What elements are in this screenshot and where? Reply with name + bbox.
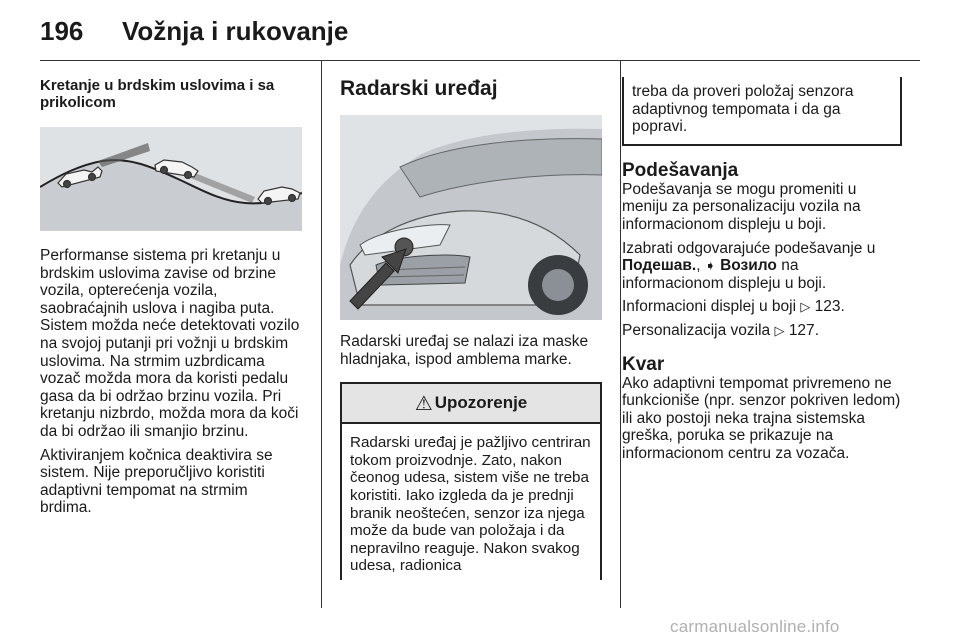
warning-triangle-icon: ⚠ (414, 392, 433, 415)
settings-heading: Podešavanja (622, 159, 739, 181)
paragraph: Aktiviranjem kočnica deaktivira se sistem. Nije preporučljivo koristiti adaptivni tempomat na strmim brdima. (40, 446, 273, 517)
chapter-title: Vožnja i rukovanje (122, 16, 349, 46)
paragraph: Izabrati odgovarajuće podešavanje u Подешав., ➧ Возило na informacionom displeju u boji. (622, 239, 876, 292)
column-left (40, 61, 302, 517)
hill-driving-illustration (40, 127, 302, 231)
column-middle (340, 61, 602, 580)
warning-title: Upozorenje (434, 393, 528, 413)
page-reference-icon: ▷ (774, 322, 785, 338)
section-heading: Radarski uređaj (340, 77, 498, 100)
column-right (622, 61, 902, 463)
paragraph: Performanse sistema pri kretanju u brdskim uslovima zavise od brzine vozila, opterećenja vozila, saobraćajnih uslova i nagiba puta. Sistem možda neće detektovati vozilo na svojoj putanji pri vožnji u brdskim uslovima. Na strmim uzbrdicama vozač možda mora da koristi pedalu gasa da bi održao brzinu vozila. Pri kretanju nizbrdo, možda mora da koči da bi održao ili smanjio brzinu. (40, 247, 300, 440)
section-subheading: Kretanje u brdskim uslovima i sa prikolicom (40, 77, 275, 111)
paragraph: Radarski uređaj se nalazi iza maske hladnjaka, ispod amblema marke. (340, 333, 589, 368)
warning-box (340, 382, 602, 580)
cross-reference: Personalizacija vozila ▷ 127. (622, 321, 819, 339)
section-body (40, 247, 302, 517)
watermark: carmanualsonline.info (670, 617, 840, 636)
menu-path: Подешав. (622, 257, 697, 275)
paragraph: Podešavanja se mogu promeniti u meniju za personalizaciju vozila na informacionom displeju u boji. (622, 180, 861, 233)
paragraph: Ako adaptivni tempomat privremeno ne funkcioniše (npr. senzor pokriven ledom) ili ako postoji neka trajna sistemska greška, poruka se prikazuje na informacionom centru za vozača. (622, 374, 901, 462)
warning-header (342, 384, 600, 424)
warning-text: Radarski uređaj je pažljivo centriran tokom proizvodnje. Zato, nakon čeonog udesa, sistem više ne treba koristiti. Iako izgleda da je prednji branik neoštećen, senzor iza njega može da bude van položaja i da nepravilno reaguje. Nakon svakog udesa, radionica (350, 434, 591, 575)
page-header (40, 0, 920, 61)
cross-reference: Informacioni displej u boji ▷ 123. (622, 298, 845, 316)
fault-heading: Kvar (622, 353, 665, 375)
page-reference-icon: ▷ (800, 299, 811, 315)
page-number: 196 (40, 16, 84, 46)
column-divider (620, 61, 621, 608)
column-divider (321, 61, 322, 608)
menu-path: Возило (720, 257, 777, 275)
warning-box-continued: treba da proveri položaj senzora adaptivnog tempomata i da ga popravi. (622, 77, 902, 146)
menu-arrow-icon: ➧ (704, 258, 716, 274)
radar-location-illustration (340, 115, 602, 320)
